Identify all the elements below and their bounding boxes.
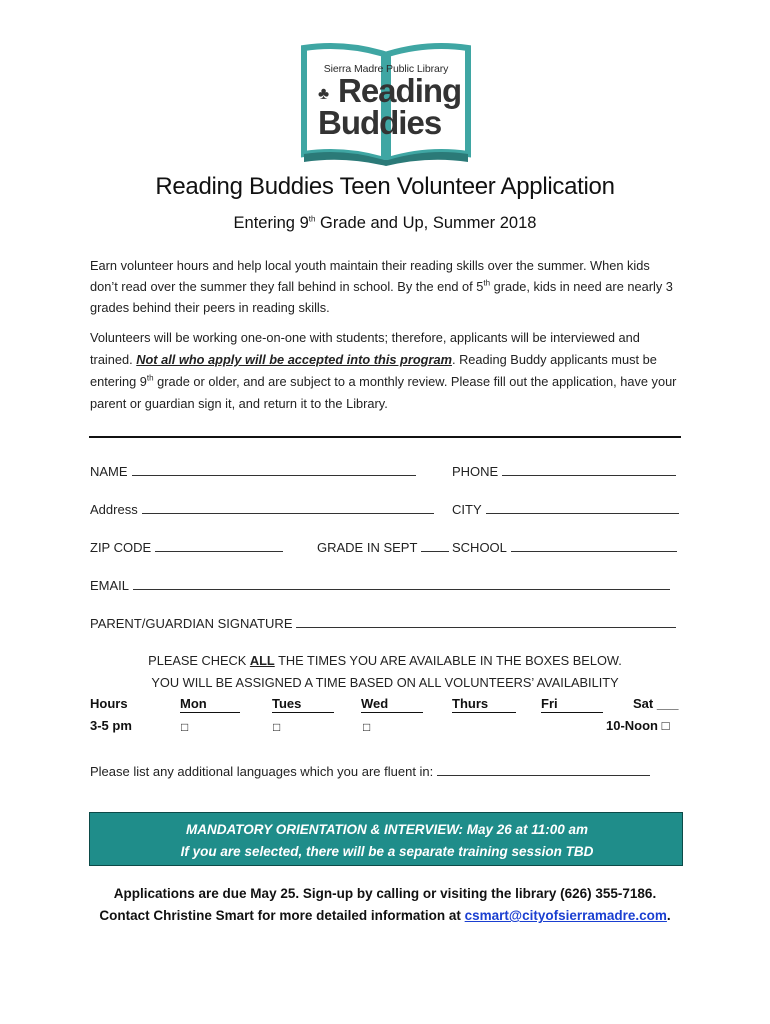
logo-word-buddies: Buddies bbox=[318, 104, 442, 141]
day-wed: Wed bbox=[361, 696, 423, 713]
day-sat: Sat ___ bbox=[633, 696, 679, 711]
logo-library-name: Sierra Madre Public Library bbox=[323, 63, 449, 75]
day-fri: Fri bbox=[541, 696, 603, 713]
contact-email-link[interactable]: csmart@cityofsierramadre.com bbox=[464, 908, 667, 923]
grade-field[interactable]: GRADE IN SEPT bbox=[317, 539, 449, 555]
orientation-banner bbox=[89, 812, 683, 866]
address-field[interactable]: Address bbox=[90, 501, 434, 517]
orientation-line: MANDATORY ORIENTATION & INTERVIEW: May 26 at 11:00 am bbox=[185, 822, 589, 837]
email-field[interactable]: EMAIL bbox=[90, 577, 670, 593]
checkbox-tues[interactable]: □ bbox=[273, 720, 281, 734]
school-field[interactable]: SCHOOL bbox=[452, 539, 677, 555]
checkbox-sat-10-noon[interactable]: 10-Noon □ bbox=[606, 718, 670, 733]
checkbox-wed[interactable]: □ bbox=[363, 720, 371, 734]
kids-reading-icon: ♣ bbox=[318, 84, 330, 103]
emphasis-not-all-accepted: Not all who apply will be accepted into this program bbox=[136, 352, 452, 367]
name-field[interactable]: NAME bbox=[90, 463, 416, 479]
phone-field[interactable]: PHONE bbox=[452, 463, 676, 479]
time-slot-label: 3-5 pm bbox=[90, 718, 132, 733]
section-divider bbox=[89, 436, 681, 438]
training-line: If you are selected, there will be a separate training session TBD bbox=[180, 844, 594, 859]
availability-note: YOU WILL BE ASSIGNED A TIME BASED ON ALL VOLUNTEERS’ AVAILABILITY bbox=[151, 675, 619, 690]
checkbox-mon[interactable]: □ bbox=[181, 720, 189, 734]
availability-instruction: PLEASE CHECK ALL THE TIMES YOU ARE AVAILABLE IN THE BOXES BELOW. bbox=[148, 653, 622, 668]
intro-paragraph-1: Earn volunteer hours and help local youth maintain their reading skills over the summer. When kids don’t read over the summer they fall behind in school. By the end of 5th grade, kids in need are nearly 3 grades behind their peers in reading skills. bbox=[90, 258, 673, 315]
city-field[interactable]: CITY bbox=[452, 501, 679, 517]
day-mon: Mon bbox=[180, 696, 240, 713]
intro-paragraph-2: Volunteers will be working one-on-one with students; therefore, applicants will be interviewed and trained. Not all who apply will be accepted into this program. Reading Buddy applicants must be entering 9th grade or older, and are subject to a monthly review. Please fill out the application, have your parent or guardian sign it, and return it to the Library. bbox=[90, 330, 677, 411]
day-tues: Tues bbox=[272, 696, 334, 713]
contact-note: Contact Christine Smart for more detailed information at csmart@cityofsierramadre.com. bbox=[99, 908, 671, 923]
library-logo bbox=[300, 40, 472, 166]
day-thurs: Thurs bbox=[452, 696, 516, 713]
languages-field[interactable]: Please list any additional languages which you are fluent in: bbox=[90, 763, 650, 779]
parent-signature-field[interactable]: PARENT/GUARDIAN SIGNATURE bbox=[90, 615, 676, 631]
deadline-note: Applications are due May 25. Sign-up by calling or visiting the library (626) 355-7186. bbox=[113, 886, 657, 901]
zip-code-field[interactable]: ZIP CODE bbox=[90, 539, 283, 555]
hours-label: Hours bbox=[90, 696, 128, 711]
logo-word-reading: Reading bbox=[338, 72, 462, 109]
page-subtitle: Entering 9th Grade and Up, Summer 2018 bbox=[233, 214, 537, 232]
page-title: Reading Buddies Teen Volunteer Application bbox=[155, 173, 615, 200]
